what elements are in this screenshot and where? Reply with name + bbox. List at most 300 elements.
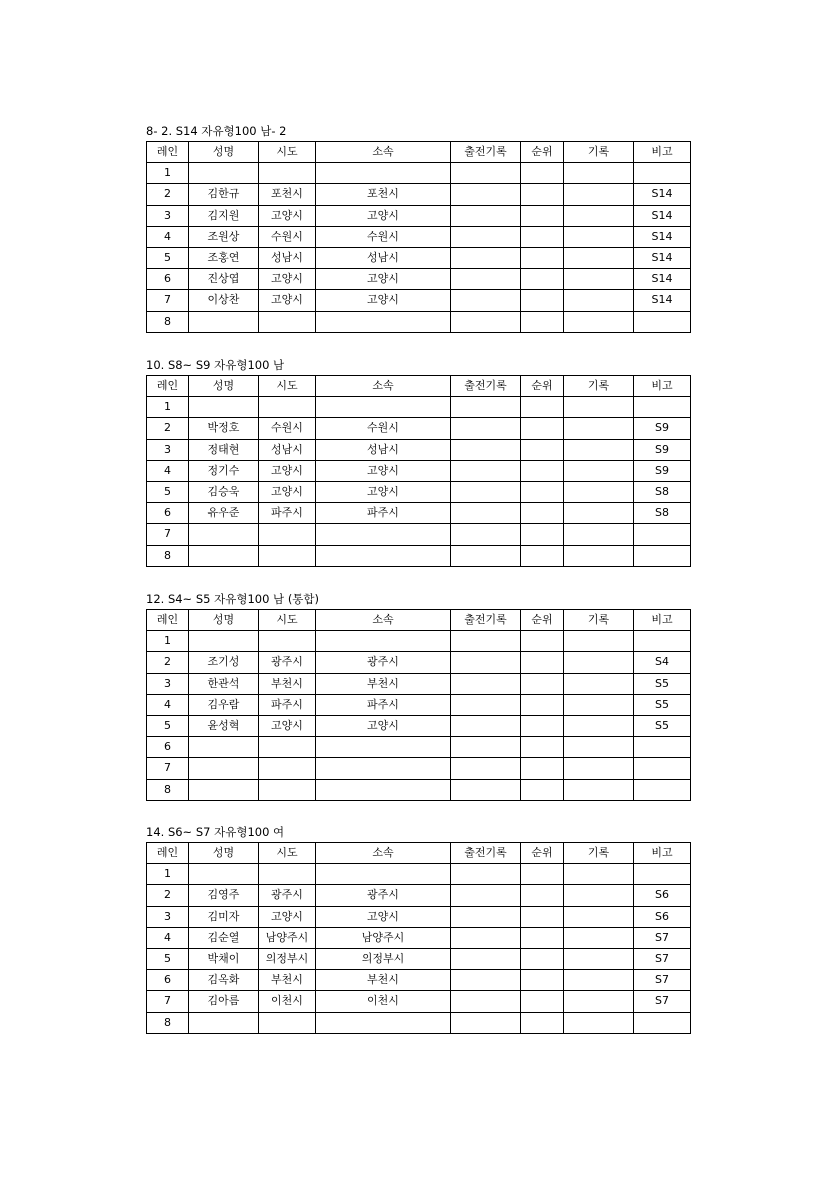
column-header-city: 시도	[259, 142, 316, 163]
record-cell	[564, 673, 634, 694]
lane-cell: 5	[147, 481, 189, 502]
rank-cell	[521, 694, 564, 715]
rank-cell	[521, 205, 564, 226]
record-cell	[564, 397, 634, 418]
lane-cell: 1	[147, 163, 189, 184]
record-cell	[564, 163, 634, 184]
lane-cell: 5	[147, 948, 189, 969]
column-header-name: 성명	[189, 142, 259, 163]
column-header-rank: 순위	[521, 610, 564, 631]
record-cell	[564, 864, 634, 885]
rank-cell	[521, 758, 564, 779]
note-cell: S9	[634, 418, 691, 439]
entry-record-cell	[451, 524, 521, 545]
lane-cell: 6	[147, 737, 189, 758]
rank-cell	[521, 545, 564, 566]
record-cell	[564, 758, 634, 779]
entry-record-cell	[451, 991, 521, 1012]
note-cell: S7	[634, 948, 691, 969]
column-header-lane: 레인	[147, 376, 189, 397]
note-cell: S4	[634, 652, 691, 673]
column-header-name: 성명	[189, 843, 259, 864]
table-row	[147, 885, 691, 906]
city-cell: 고양시	[259, 290, 316, 311]
rank-cell	[521, 439, 564, 460]
name-cell: 조원상	[189, 226, 259, 247]
table-row	[147, 652, 691, 673]
name-cell: 조홍연	[189, 247, 259, 268]
entry-record-cell	[451, 184, 521, 205]
record-cell	[564, 631, 634, 652]
city-cell: 성남시	[259, 247, 316, 268]
name-cell: 김옥화	[189, 970, 259, 991]
lane-cell: 6	[147, 269, 189, 290]
team-cell: 부천시	[316, 970, 451, 991]
name-cell: 김한규	[189, 184, 259, 205]
rank-cell	[521, 397, 564, 418]
column-header-rank: 순위	[521, 376, 564, 397]
rank-cell	[521, 418, 564, 439]
rank-cell	[521, 481, 564, 502]
name-cell	[189, 163, 259, 184]
lane-cell: 7	[147, 991, 189, 1012]
city-cell	[259, 631, 316, 652]
team-cell: 고양시	[316, 205, 451, 226]
city-cell: 고양시	[259, 205, 316, 226]
note-cell	[634, 631, 691, 652]
rank-cell	[521, 927, 564, 948]
note-cell	[634, 545, 691, 566]
column-header-record: 기록	[564, 610, 634, 631]
team-cell: 수원시	[316, 226, 451, 247]
table-row	[147, 970, 691, 991]
city-cell	[259, 397, 316, 418]
note-cell: S5	[634, 694, 691, 715]
entry-record-cell	[451, 885, 521, 906]
team-cell: 광주시	[316, 885, 451, 906]
column-header-record: 기록	[564, 376, 634, 397]
team-cell: 고양시	[316, 481, 451, 502]
city-cell: 고양시	[259, 460, 316, 481]
table-header-row	[147, 843, 691, 864]
entry-record-cell	[451, 864, 521, 885]
entry-record-cell	[451, 503, 521, 524]
note-cell: S6	[634, 885, 691, 906]
entry-record-cell	[451, 970, 521, 991]
team-cell: 성남시	[316, 439, 451, 460]
name-cell: 정태현	[189, 439, 259, 460]
record-cell	[564, 460, 634, 481]
column-header-rank: 순위	[521, 142, 564, 163]
rank-cell	[521, 460, 564, 481]
city-cell: 고양시	[259, 715, 316, 736]
team-cell	[316, 1012, 451, 1033]
note-cell: S7	[634, 970, 691, 991]
team-cell	[316, 397, 451, 418]
lane-cell: 2	[147, 885, 189, 906]
table-row	[147, 205, 691, 226]
table-row	[147, 524, 691, 545]
note-cell	[634, 737, 691, 758]
lane-cell: 2	[147, 652, 189, 673]
table-row	[147, 991, 691, 1012]
entry-record-cell	[451, 715, 521, 736]
team-cell: 고양시	[316, 460, 451, 481]
name-cell: 박채이	[189, 948, 259, 969]
team-cell	[316, 737, 451, 758]
name-cell: 조기성	[189, 652, 259, 673]
name-cell: 한관석	[189, 673, 259, 694]
column-header-lane: 레인	[147, 843, 189, 864]
note-cell: S14	[634, 269, 691, 290]
team-cell	[316, 524, 451, 545]
record-cell	[564, 779, 634, 800]
table-row	[147, 673, 691, 694]
record-cell	[564, 418, 634, 439]
city-cell: 수원시	[259, 226, 316, 247]
city-cell	[259, 1012, 316, 1033]
team-cell	[316, 311, 451, 332]
note-cell: S14	[634, 205, 691, 226]
table-row	[147, 715, 691, 736]
record-cell	[564, 247, 634, 268]
record-cell	[564, 906, 634, 927]
entry-record-cell	[451, 205, 521, 226]
column-header-record: 기록	[564, 142, 634, 163]
note-cell	[634, 397, 691, 418]
table-row	[147, 758, 691, 779]
rank-cell	[521, 247, 564, 268]
event-section	[146, 358, 690, 567]
name-cell: 김순열	[189, 927, 259, 948]
table-row	[147, 948, 691, 969]
lane-cell: 1	[147, 397, 189, 418]
lane-cell: 2	[147, 418, 189, 439]
table-row	[147, 311, 691, 332]
heat-table	[146, 375, 691, 567]
team-cell: 부천시	[316, 673, 451, 694]
rank-cell	[521, 779, 564, 800]
team-cell	[316, 779, 451, 800]
name-cell	[189, 311, 259, 332]
name-cell: 윤성혁	[189, 715, 259, 736]
event-title: 10. S8~ S9 자유형100 남	[146, 358, 285, 372]
record-cell	[564, 715, 634, 736]
record-cell	[564, 481, 634, 502]
note-cell	[634, 524, 691, 545]
city-cell: 부천시	[259, 970, 316, 991]
team-cell: 광주시	[316, 652, 451, 673]
city-cell: 고양시	[259, 481, 316, 502]
column-header-note: 비고	[634, 376, 691, 397]
entry-record-cell	[451, 545, 521, 566]
column-header-name: 성명	[189, 610, 259, 631]
name-cell: 이상찬	[189, 290, 259, 311]
rank-cell	[521, 311, 564, 332]
table-row	[147, 247, 691, 268]
lane-cell: 4	[147, 460, 189, 481]
note-cell	[634, 758, 691, 779]
rank-cell	[521, 991, 564, 1012]
city-cell: 의정부시	[259, 948, 316, 969]
table-header-row	[147, 610, 691, 631]
team-cell	[316, 545, 451, 566]
note-cell: S7	[634, 991, 691, 1012]
table-header-row	[147, 376, 691, 397]
city-cell	[259, 864, 316, 885]
team-cell: 성남시	[316, 247, 451, 268]
rank-cell	[521, 970, 564, 991]
rank-cell	[521, 1012, 564, 1033]
column-header-team: 소속	[316, 376, 451, 397]
name-cell: 김미자	[189, 906, 259, 927]
name-cell	[189, 758, 259, 779]
lane-cell: 8	[147, 311, 189, 332]
name-cell: 박정호	[189, 418, 259, 439]
column-header-lane: 레인	[147, 610, 189, 631]
name-cell: 김아름	[189, 991, 259, 1012]
column-header-city: 시도	[259, 610, 316, 631]
record-cell	[564, 652, 634, 673]
city-cell	[259, 311, 316, 332]
heat-table	[146, 609, 691, 801]
team-cell: 포천시	[316, 184, 451, 205]
team-cell	[316, 864, 451, 885]
note-cell: S14	[634, 184, 691, 205]
lane-cell: 4	[147, 226, 189, 247]
note-cell: S8	[634, 481, 691, 502]
city-cell	[259, 524, 316, 545]
column-header-note: 비고	[634, 843, 691, 864]
column-header-city: 시도	[259, 843, 316, 864]
team-cell: 남양주시	[316, 927, 451, 948]
entry-record-cell	[451, 481, 521, 502]
record-cell	[564, 269, 634, 290]
entry-record-cell	[451, 269, 521, 290]
lane-cell: 8	[147, 1012, 189, 1033]
city-cell: 고양시	[259, 269, 316, 290]
column-header-entry-record: 출전기록	[451, 142, 521, 163]
city-cell: 광주시	[259, 652, 316, 673]
rank-cell	[521, 503, 564, 524]
lane-cell: 3	[147, 439, 189, 460]
record-cell	[564, 948, 634, 969]
note-cell: S8	[634, 503, 691, 524]
lane-cell: 5	[147, 247, 189, 268]
lane-cell: 6	[147, 970, 189, 991]
city-cell: 이천시	[259, 991, 316, 1012]
lane-cell: 8	[147, 545, 189, 566]
event-title: 8- 2. S14 자유형100 남- 2	[146, 124, 287, 138]
column-header-entry-record: 출전기록	[451, 843, 521, 864]
note-cell	[634, 864, 691, 885]
column-header-record: 기록	[564, 843, 634, 864]
entry-record-cell	[451, 247, 521, 268]
team-cell: 고양시	[316, 906, 451, 927]
city-cell	[259, 545, 316, 566]
table-row	[147, 864, 691, 885]
note-cell	[634, 311, 691, 332]
entry-record-cell	[451, 737, 521, 758]
lane-cell: 7	[147, 524, 189, 545]
record-cell	[564, 694, 634, 715]
lane-cell: 7	[147, 758, 189, 779]
record-cell	[564, 205, 634, 226]
team-cell	[316, 631, 451, 652]
event-title: 14. S6~ S7 자유형100 여	[146, 825, 285, 839]
entry-record-cell	[451, 418, 521, 439]
entry-record-cell	[451, 694, 521, 715]
table-row	[147, 226, 691, 247]
rank-cell	[521, 290, 564, 311]
record-cell	[564, 503, 634, 524]
table-row	[147, 418, 691, 439]
name-cell	[189, 779, 259, 800]
lane-cell: 1	[147, 631, 189, 652]
entry-record-cell	[451, 226, 521, 247]
entry-record-cell	[451, 311, 521, 332]
lane-cell: 3	[147, 906, 189, 927]
name-cell: 김우람	[189, 694, 259, 715]
table-row	[147, 460, 691, 481]
event-section	[146, 124, 690, 333]
team-cell: 파주시	[316, 503, 451, 524]
table-row	[147, 631, 691, 652]
table-row	[147, 694, 691, 715]
team-cell: 이천시	[316, 991, 451, 1012]
lane-cell: 4	[147, 694, 189, 715]
event-title: 12. S4~ S5 자유형100 남 (통합)	[146, 592, 320, 606]
city-cell: 광주시	[259, 885, 316, 906]
city-cell: 고양시	[259, 906, 316, 927]
column-header-entry-record: 출전기록	[451, 610, 521, 631]
note-cell	[634, 1012, 691, 1033]
entry-record-cell	[451, 1012, 521, 1033]
column-header-rank: 순위	[521, 843, 564, 864]
column-header-note: 비고	[634, 142, 691, 163]
column-header-note: 비고	[634, 610, 691, 631]
table-row	[147, 906, 691, 927]
city-cell: 파주시	[259, 503, 316, 524]
lane-cell: 8	[147, 779, 189, 800]
note-cell: S5	[634, 715, 691, 736]
record-cell	[564, 1012, 634, 1033]
name-cell	[189, 1012, 259, 1033]
entry-record-cell	[451, 631, 521, 652]
team-cell: 고양시	[316, 290, 451, 311]
table-row	[147, 184, 691, 205]
record-cell	[564, 311, 634, 332]
record-cell	[564, 737, 634, 758]
rank-cell	[521, 226, 564, 247]
table-row	[147, 290, 691, 311]
table-row	[147, 397, 691, 418]
team-cell	[316, 163, 451, 184]
column-header-entry-record: 출전기록	[451, 376, 521, 397]
lane-cell: 7	[147, 290, 189, 311]
entry-record-cell	[451, 927, 521, 948]
entry-record-cell	[451, 652, 521, 673]
rank-cell	[521, 163, 564, 184]
table-row	[147, 269, 691, 290]
rank-cell	[521, 906, 564, 927]
table-row	[147, 481, 691, 502]
table-row	[147, 439, 691, 460]
rank-cell	[521, 737, 564, 758]
city-cell: 포천시	[259, 184, 316, 205]
lane-cell: 2	[147, 184, 189, 205]
team-cell: 의정부시	[316, 948, 451, 969]
record-cell	[564, 970, 634, 991]
event-section	[146, 592, 690, 801]
lane-cell: 4	[147, 927, 189, 948]
lane-cell: 3	[147, 205, 189, 226]
name-cell	[189, 737, 259, 758]
entry-record-cell	[451, 906, 521, 927]
lane-cell: 5	[147, 715, 189, 736]
rank-cell	[521, 885, 564, 906]
entry-record-cell	[451, 163, 521, 184]
name-cell	[189, 524, 259, 545]
name-cell: 김영주	[189, 885, 259, 906]
table-row	[147, 1012, 691, 1033]
name-cell	[189, 864, 259, 885]
city-cell: 성남시	[259, 439, 316, 460]
table-header-row	[147, 142, 691, 163]
city-cell: 남양주시	[259, 927, 316, 948]
table-row	[147, 737, 691, 758]
rank-cell	[521, 673, 564, 694]
note-cell: S14	[634, 226, 691, 247]
record-cell	[564, 439, 634, 460]
name-cell: 김승욱	[189, 481, 259, 502]
team-cell	[316, 758, 451, 779]
note-cell: S5	[634, 673, 691, 694]
name-cell	[189, 631, 259, 652]
column-header-team: 소속	[316, 610, 451, 631]
record-cell	[564, 545, 634, 566]
rank-cell	[521, 948, 564, 969]
lane-cell: 1	[147, 864, 189, 885]
table-row	[147, 163, 691, 184]
rank-cell	[521, 715, 564, 736]
name-cell: 정기수	[189, 460, 259, 481]
city-cell: 파주시	[259, 694, 316, 715]
lane-cell: 6	[147, 503, 189, 524]
heat-table	[146, 141, 691, 333]
note-cell: S14	[634, 290, 691, 311]
table-row	[147, 503, 691, 524]
team-cell: 수원시	[316, 418, 451, 439]
heat-table	[146, 842, 691, 1034]
note-cell	[634, 779, 691, 800]
city-cell	[259, 779, 316, 800]
name-cell: 김지원	[189, 205, 259, 226]
note-cell: S7	[634, 927, 691, 948]
city-cell	[259, 758, 316, 779]
note-cell: S9	[634, 460, 691, 481]
entry-record-cell	[451, 948, 521, 969]
column-header-lane: 레인	[147, 142, 189, 163]
event-section	[146, 825, 690, 1034]
entry-record-cell	[451, 673, 521, 694]
note-cell: S6	[634, 906, 691, 927]
entry-record-cell	[451, 779, 521, 800]
rank-cell	[521, 652, 564, 673]
record-cell	[564, 184, 634, 205]
rank-cell	[521, 184, 564, 205]
entry-record-cell	[451, 758, 521, 779]
